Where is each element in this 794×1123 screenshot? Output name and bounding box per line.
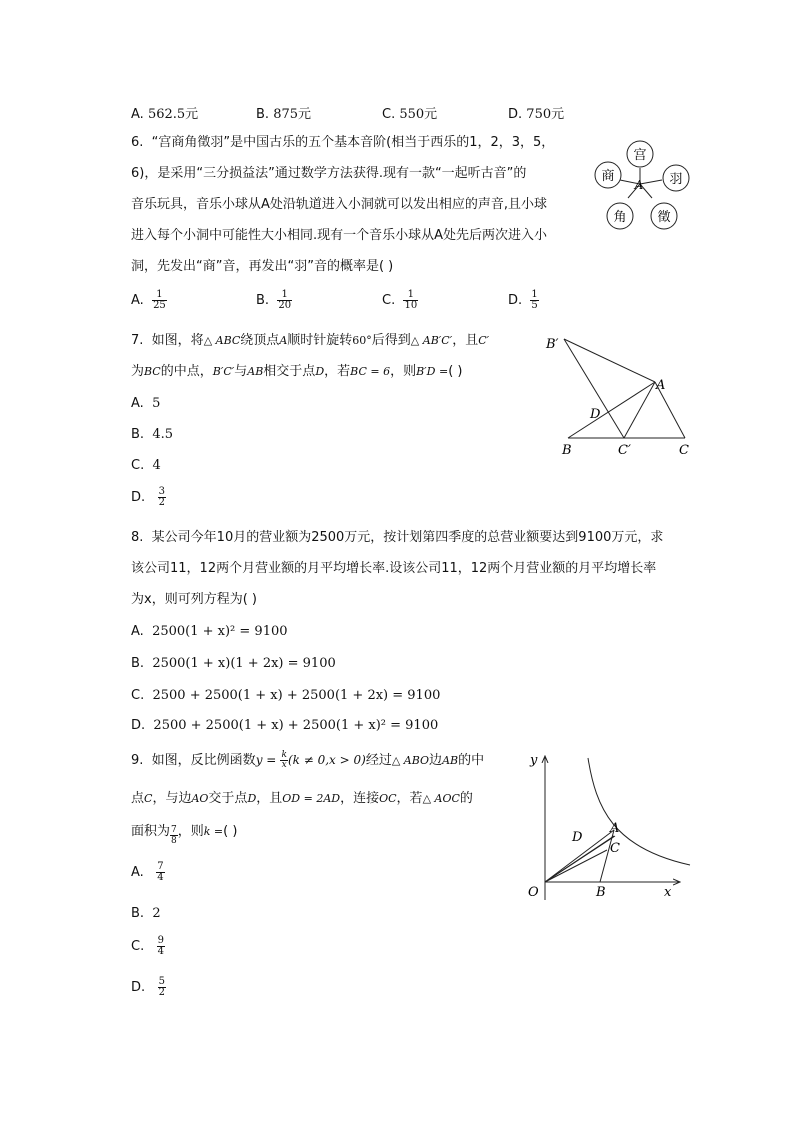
note-gong: 宫 xyxy=(633,148,647,163)
option-text: 2500(1 + x)² = 9100 xyxy=(152,624,288,639)
text: 的中 xyxy=(458,753,485,768)
text: ，则 xyxy=(390,364,417,379)
math: OC xyxy=(379,792,397,805)
denominator: 20 xyxy=(278,300,292,311)
denominator: 2 xyxy=(158,497,165,508)
math: C xyxy=(144,792,153,805)
option-letter: A. xyxy=(131,865,144,880)
q7-option-d xyxy=(131,487,166,508)
fraction xyxy=(156,862,164,883)
math: (k ≠ 0,x > 0) xyxy=(287,753,366,767)
q7-option-a xyxy=(131,396,160,411)
label-a: A xyxy=(656,378,666,393)
math: y = xyxy=(255,753,277,767)
text: 为 xyxy=(131,364,145,379)
math: △ ABC xyxy=(203,334,241,347)
text: 相交于点 xyxy=(263,364,316,379)
denominator: 4 xyxy=(157,872,164,883)
label-c-prime: C′ xyxy=(618,443,631,458)
option-text: 4 xyxy=(152,458,161,473)
fraction xyxy=(152,290,167,311)
option-letter: D. xyxy=(131,490,146,505)
numerator: 7 xyxy=(171,825,177,835)
question-number: 6. xyxy=(131,135,144,150)
text: ，连接 xyxy=(340,791,380,806)
fraction-7-8 xyxy=(170,825,178,846)
option-text: 562.5元 xyxy=(147,107,199,122)
math: △ AB′C′ xyxy=(410,334,453,347)
option-text: 2 xyxy=(152,906,161,921)
math: D xyxy=(315,365,325,378)
q7-line-2 xyxy=(131,363,463,381)
option-letter: D. xyxy=(508,293,523,308)
option-letter: B. xyxy=(131,656,145,671)
q8-line-1 xyxy=(131,529,663,547)
q6-line-4: 进入每个小洞中可能性大小相同.现有一个音乐小球从A处先后两次进入小 xyxy=(131,228,548,243)
segment-ab xyxy=(600,830,614,882)
option-letter: C. xyxy=(131,458,145,473)
numerator: k xyxy=(281,750,287,760)
text: ，若 xyxy=(324,364,351,379)
numerator: 7 xyxy=(157,861,164,872)
math: BC = 6 xyxy=(350,365,391,378)
q6-line-2: 6)，是采用“三分损益法”通过数学方法获得.现有一款“一起听古音”的 xyxy=(131,166,527,181)
fraction xyxy=(157,936,165,957)
math: AB xyxy=(247,365,264,378)
text: 如图，将 xyxy=(151,333,204,348)
option-text: 750元 xyxy=(526,107,565,122)
numerator: 1 xyxy=(403,290,418,301)
q5-option-d xyxy=(508,103,564,122)
q6-option-b xyxy=(256,290,292,311)
option-letter: A. xyxy=(131,293,144,308)
q6-text: “宫商角徵羽”是中国古乐的五个基本音阶(相当于西乐的1，2，3，5， xyxy=(151,135,555,150)
option-letter: B. xyxy=(131,427,145,442)
option-letter: A. xyxy=(131,107,144,122)
numerator: 1 xyxy=(531,289,538,300)
q5-option-c xyxy=(382,103,437,122)
q8-option-c xyxy=(131,688,440,703)
option-letter: D. xyxy=(131,980,146,995)
math: AB xyxy=(442,754,459,767)
fraction xyxy=(158,977,166,998)
numerator: 1 xyxy=(152,290,167,301)
text: ，与边 xyxy=(152,791,192,806)
q8-line-3: 为x，则可列方程为( ) xyxy=(131,592,257,607)
fraction-k-over-x xyxy=(280,751,287,770)
text: 交于点 xyxy=(208,791,248,806)
label-b: B xyxy=(596,885,606,900)
numerator: 5 xyxy=(158,976,165,987)
denominator: 25 xyxy=(153,300,166,311)
label-d: D xyxy=(590,407,601,422)
option-text: 5 xyxy=(152,396,161,411)
fraction xyxy=(530,290,538,311)
question-number: 7. xyxy=(131,333,144,348)
option-letter: B. xyxy=(131,906,145,921)
option-text: 875元 xyxy=(273,107,312,122)
q9-option-c xyxy=(131,936,165,957)
text: 与 xyxy=(234,364,248,379)
question-number: 9. xyxy=(131,753,144,768)
denominator: 5 xyxy=(531,300,538,311)
text: ，若 xyxy=(396,791,423,806)
q9-option-a xyxy=(131,862,165,883)
hyperbola-curve xyxy=(588,758,690,865)
text: ，则 xyxy=(177,824,204,839)
q5-option-b xyxy=(256,103,311,122)
text: 点 xyxy=(131,791,145,806)
text: ( ) xyxy=(223,824,238,839)
label-y: y xyxy=(530,753,538,768)
segment-b1c1 xyxy=(564,339,624,438)
denominator: x xyxy=(281,760,287,770)
q7-option-c xyxy=(131,458,161,473)
q8-text: 某公司今年10月的营业额为2500万元，按计划第四季度的总营业额要达到9100万元，求 xyxy=(151,530,664,545)
text: 后得到 xyxy=(371,333,411,348)
text: ，且 xyxy=(452,333,479,348)
text: 如图，反比例函数 xyxy=(151,753,256,768)
label-d: D xyxy=(572,830,583,845)
label-b-prime: B′ xyxy=(546,337,559,352)
option-letter: B. xyxy=(256,293,270,308)
note-yu: 羽 xyxy=(669,172,683,187)
note-jue: 角 xyxy=(613,210,627,225)
math: 60° xyxy=(352,334,372,347)
q8-option-b xyxy=(131,656,336,671)
option-letter: D. xyxy=(131,718,146,733)
option-text: 2500 + 2500(1 + x) + 2500(1 + x)² = 9100 xyxy=(153,718,439,733)
note-shang: 商 xyxy=(601,169,615,184)
text: 的 xyxy=(459,791,473,806)
text: 顺时针旋转 xyxy=(287,333,353,348)
q6-option-d xyxy=(508,290,539,311)
segment-ba xyxy=(568,382,655,438)
math: B′C′ xyxy=(212,365,235,378)
music-toy-figure xyxy=(590,136,700,236)
denominator: 2 xyxy=(158,987,165,998)
denominator: 8 xyxy=(171,836,177,846)
q9-line-2 xyxy=(131,790,473,808)
q5-option-a xyxy=(131,103,198,122)
label-b: B xyxy=(562,443,572,458)
inverse-function-figure xyxy=(518,748,698,913)
q6-line-1 xyxy=(131,134,554,152)
math: OD = 2AD xyxy=(282,792,341,805)
denominator: 10 xyxy=(404,300,418,311)
q9-line-3 xyxy=(131,820,237,846)
text: 面积为 xyxy=(131,824,171,839)
text: 边 xyxy=(429,753,443,768)
text: 经过 xyxy=(365,753,392,768)
segment-b1a xyxy=(564,339,655,382)
option-letter: C. xyxy=(382,293,396,308)
q6-option-a xyxy=(131,290,167,311)
option-text: 550元 xyxy=(399,107,438,122)
text: 的中点， xyxy=(160,364,213,379)
q8-option-a xyxy=(131,624,288,639)
text: ( ) xyxy=(448,364,463,379)
q8-option-d xyxy=(131,718,438,733)
math: BC xyxy=(144,365,161,378)
label-a: A xyxy=(610,821,620,836)
question-number: 8. xyxy=(131,530,144,545)
option-letter: A. xyxy=(131,396,144,411)
option-text: 2500 + 2500(1 + x) + 2500(1 + 2x) = 9100 xyxy=(152,688,441,703)
math: k = xyxy=(203,825,224,838)
option-letter: C. xyxy=(131,939,145,954)
label-x: x xyxy=(664,885,672,900)
fraction xyxy=(158,487,166,508)
option-letter: C. xyxy=(382,107,396,122)
option-text: 2500(1 + x)(1 + 2x) = 9100 xyxy=(152,656,336,671)
math: C′ xyxy=(478,334,490,347)
q8-line-2: 该公司11，12两个月营业额的月平均增长率.设该公司11，12两个月营业额的月平均增长率 xyxy=(131,561,657,576)
math: D xyxy=(247,792,257,805)
math: △ AOC xyxy=(422,792,460,805)
q7-option-b xyxy=(131,427,173,442)
denominator: 4 xyxy=(157,946,164,957)
text: 绕顶点 xyxy=(240,333,280,348)
note-zhi: 徵 xyxy=(657,210,671,225)
label-c: C xyxy=(679,443,689,458)
fraction xyxy=(277,290,292,311)
q9-option-b xyxy=(131,906,161,921)
option-letter: C. xyxy=(131,688,145,703)
numerator: 3 xyxy=(158,486,165,497)
text: ，且 xyxy=(256,791,283,806)
math: △ ABO xyxy=(391,754,430,767)
segment-oc xyxy=(545,850,607,882)
fraction xyxy=(403,290,418,311)
numerator: 1 xyxy=(277,290,292,301)
rotation-triangle-figure xyxy=(540,330,700,460)
math: AO xyxy=(191,792,209,805)
option-letter: B. xyxy=(256,107,270,122)
label-o: O xyxy=(528,885,539,900)
math: B′D = xyxy=(416,365,449,378)
q9-line-1 xyxy=(131,749,484,772)
option-letter: D. xyxy=(508,107,523,122)
label-c: C xyxy=(610,841,620,856)
option-letter: A. xyxy=(131,624,144,639)
option-text: 4.5 xyxy=(152,427,174,442)
q6-line-5: 洞，先发出“商”音，再发出“羽”音的概率是( ) xyxy=(131,259,394,274)
numerator: 9 xyxy=(157,935,164,946)
q6-option-c xyxy=(382,290,418,311)
q9-option-d xyxy=(131,977,166,998)
segment-ac1 xyxy=(624,382,655,438)
q6-line-3: 音乐玩具，音乐小球从A处沿轨道进入小洞就可以发出相应的声音,且小球 xyxy=(131,197,548,212)
center-a: A xyxy=(634,178,644,192)
q7-line-1 xyxy=(131,332,489,350)
math: A xyxy=(279,334,288,347)
